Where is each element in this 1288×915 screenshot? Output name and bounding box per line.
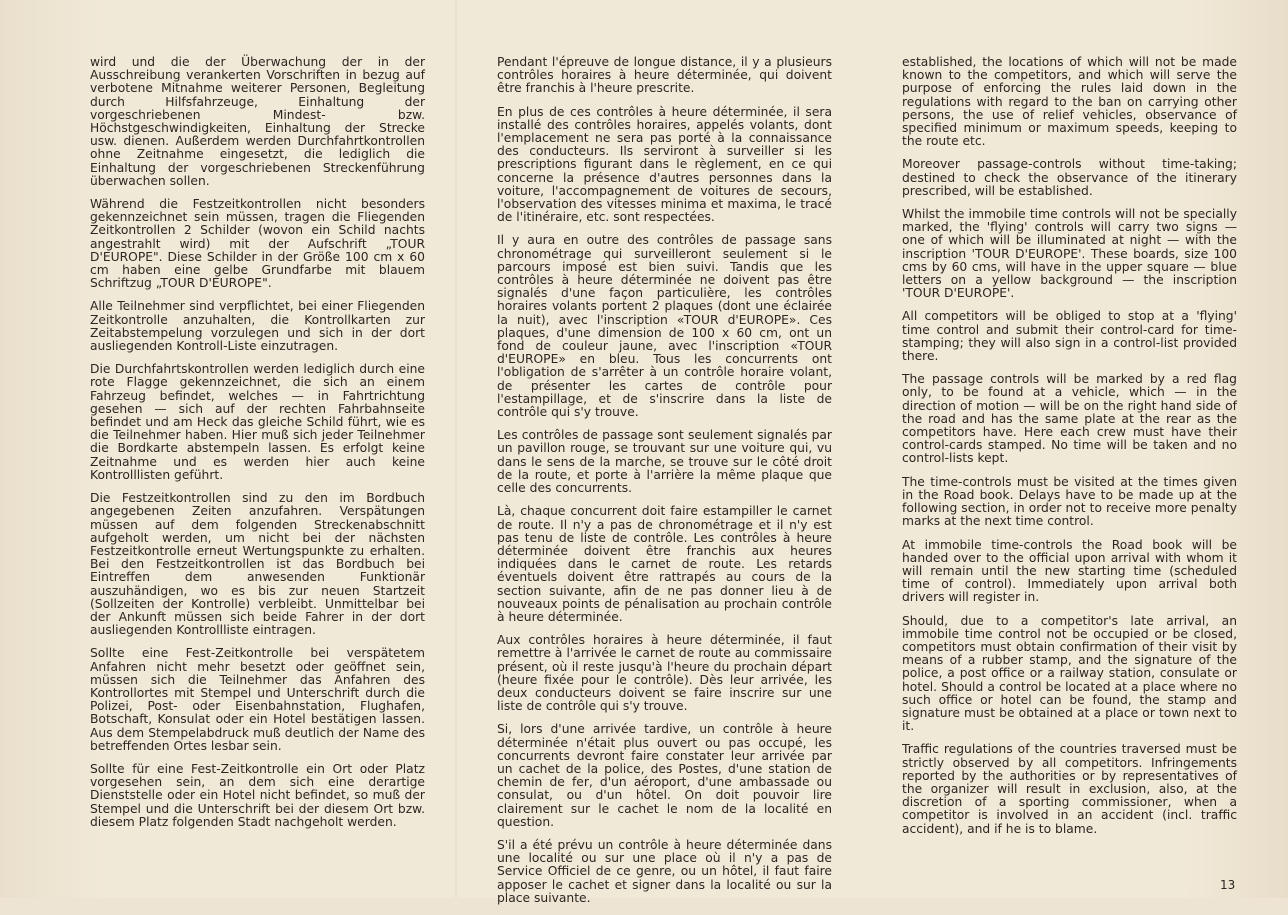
paragraph: Si, lors d'une arrivée tardive, un contrôle à heure déterminée n'était plus ouvert ou pas occupé, les concurrents devront faire constater leur arrivée par un cachet de la police, des Postes, d'une station de chemin de fer, d'un aéroport, d'une ambassade ou consulat, ou d'un hôtel. On doit pouvoir lire clairement sur le cachet le nom de la localité en question. bbox=[497, 722, 832, 829]
paragraph: Should, due to a competitor's late arrival, an immobile time control not be occupied or be closed, competitors must obtain confirmation of their visit by means of a rubber stamp, and the signature of the police, a post office or a railway station, consulate or hotel. Should a control be located at a place where no such office or hotel can be found, the stamp and signature must be obtained at a place or town next to it. bbox=[902, 613, 1237, 734]
paragraph: Il y aura en outre des contrôles de passage sans chronométrage qui surveilleront seulement si le parcours imposé est bien suivi. Tandis que les contrôles à heure déterminée ne doivent pas être signalés d'une façon particulière, les contrôles horaires volants portent 2 plaques (dont une éclairée la nuit), avec l'inscription «TOUR d'EUROPE». Ces plaques, d'une dimension de 100 x 60 cm, ont un fond de couleur jaune, avec l'inscription «TOUR d'EUROPE» en bleu. Tous les concurrents ont l'obligation de s'arrêter à un contrôle horaire volant, de présenter les cartes de contrôle pour l'estampillage, et de s'inscrire dans la liste de contrôle qui s'y trouve. bbox=[497, 233, 832, 420]
paragraph: established, the locations of which will not be made known to the competitors, and which will serve the purpose of enforcing the rules laid down in the regulations with regard to the ban on carrying other persons, the use of relief vehicles, observance of specified minimum or maximum speeds, keeping to the route etc. bbox=[902, 55, 1237, 149]
paragraph: Pendant l'épreuve de longue distance, il y a plusieurs contrôles horaires à heure déterminée, qui doivent être franchis à l'heure prescrite. bbox=[497, 55, 832, 96]
german-column bbox=[90, 56, 425, 839]
paragraph: Die Festzeitkontrollen sind zu den im Bordbuch angegebenen Zeiten anzufahren. Verspätungen müssen auf dem folgenden Streckenabschnitt aufgeholt werden, um nicht bei der nächsten Festzeitkontrolle erneut Wertungspunkte zu erhalten. Bei den Festzeitkontrollen ist das Bordbuch bei Eintreffen dem anwesenden Funktionär auszuhändigen, wo es bis zur neuen Startzeit (Sollzeiten der Kontrolle) verbleibt. Unmittelbar bei der Ankunft müssen sich beide Fahrer in der dort ausliegenden Kontrollliste eintragen. bbox=[90, 491, 425, 638]
paragraph: The passage controls will be marked by a red flag only, to be found at a vehicle, which — in the direction of motion — will be on the right hand side of the road and has the same plate at the rear as the competitors have. Here each crew must have their control-cards stamped. No time will be taken and no control-lists kept. bbox=[902, 372, 1237, 466]
paragraph: Traffic regulations of the countries traversed must be strictly observed by all competitors. Infringements reported by the authorities or by representatives of the organizer will result in exclusion, also, at the discretion of a sporting commissioner, when a competitor is involved in an accident (incl. traffic accident), and if he is to blame. bbox=[902, 742, 1237, 836]
paragraph: Die Durchfahrtskontrollen werden lediglich durch eine rote Flagge gekennzeichnet, die sich an einem Fahrzeug befindet, welches — in Fahrtrichtung gesehen — sich auf der rechten Fahrbahnseite befindet und am Heck das gleiche Schild führt, wie es die Teilnehmer haben. Hier muß sich jeder Teilnehmer die Bordkarte abstempeln lassen. Es erfolgt keine Zeitnahme und es werden hier auch keine Kontrolllisten geführt. bbox=[90, 362, 425, 482]
paragraph: Les contrôles de passage sont seulement signalés par un pavillon rouge, se trouvant sur une voiture qui, vu dans le sens de la marche, se trouve sur le côté droit de la route, et porte à l'arrière la même plaque que celle des concurrents. bbox=[497, 428, 832, 496]
paragraph: Aux contrôles horaires à heure déterminée, il faut remettre à l'arrivée le carnet de route au commissaire présent, où il reste jusqu'à l'heure du prochain départ (heure fixée pour le contrôle). Dès leur arrivée, les deux conducteurs doivent se faire inscrire sur une liste de contrôle qui s'y trouve. bbox=[497, 633, 832, 714]
paragraph: wird und die der Überwachung der in der Ausschreibung verankerten Vorschriften in bezug auf verbotene Mitnahme weiterer Personen, Begleitung durch Hilfsfahrzeuge, Einhaltung der vorgeschriebenen Mindest- bzw. Höchstgeschwindigkeiten, Einhaltung der Strecke usw. dienen. Außerdem werden Durchfahrtkontrollen ohne Zeitnahme eingesetzt, die lediglich die Einhaltung der vorgeschriebenen Streckenführung überwachen sollen. bbox=[90, 55, 425, 188]
page-number: 13 bbox=[1220, 878, 1236, 892]
paragraph: Sollte eine Fest-Zeitkontrolle bei verspätetem Anfahren nicht mehr besetzt oder geöffnet sein, müssen sich die Teilnehmer das Anfahren des Kontrollortes mit Stempel und Unterschrift durch die Polizei, Post- oder Eisenbahnstation, Flughafen, Botschaft, Konsulat oder ein Hotel bestätigen lassen. Aus dem Stempelabdruck muß deutlich der Name des betreffenden Ortes lesbar sein. bbox=[90, 646, 425, 753]
paragraph: The time-controls must be visited at the times given in the Road book. Delays have to be made up at the following section, in order not to receive more penalty marks at the next time control. bbox=[902, 474, 1237, 529]
paragraph: S'il a été prévu un contrôle à heure déterminée dans une localité ou sur une place où il n'y a pas de Service Officiel de ce genre, ou un hôtel, il faut faire apposer le cachet et signer dans la localité ou sur la place suivante. bbox=[497, 837, 832, 905]
paragraph: Während die Festzeitkontrollen nicht besonders gekennzeichnet sein müssen, tragen die Fliegenden Zeitkontrollen 2 Schilder (wovon ein Schild nachts angestrahlt wird) mit der Aufschrift „TOUR D'EUROPE". Diese Schilder in der Größe 100 cm x 60 cm haben eine gelbe Grundfarbe mit blauem Schriftzug „TOUR D'EUROPE". bbox=[90, 197, 425, 291]
paragraph: En plus de ces contrôles à heure déterminée, il sera installé des contrôles horaires, appelés volants, dont l'emplacement ne sera pas porté à la connaissance des conducteurs. Ils serviront à surveiller si les prescriptions figurant dans le règlement, en ce qui concerne la présence d'autres personnes dans la voiture, l'accompagnement de voitures de secours, l'observation des vitesses minima et maxima, le tracé de l'itinéraire, etc. sont respectées. bbox=[497, 104, 832, 225]
paragraph: Moreover passage-controls without time-taking; destined to check the observance of the itinerary prescribed, will be established. bbox=[902, 157, 1237, 198]
paragraph: Alle Teilnehmer sind verpflichtet, bei einer Fliegenden Zeitkontrolle anzuhalten, die Kontrollkarten zur Zeitabstempelung vorzulegen und sich in der dort ausliegenden Kontroll-Liste einzutragen. bbox=[90, 299, 425, 354]
french-column bbox=[497, 56, 832, 915]
paragraph: Sollte für eine Fest-Zeitkontrolle ein Ort oder Platz vorgesehen sein, an dem sich eine derartige Dienststelle oder ein Hotel nicht befindet, so muß der Stempel und die Unterschrift bei der diesem Ort bzw. diesem Platz folgenden Stadt nachgeholt werden. bbox=[90, 761, 425, 829]
page-spine bbox=[455, 0, 457, 898]
paragraph: At immobile time-controls the Road book will be handed over to the official upon arrival with whom it will remain until the new starting time (scheduled time of control). Immediately upon arrival both drivers will register in. bbox=[902, 537, 1237, 605]
paragraph: All competitors will be obliged to stop at a 'flying' time control and submit their control-card for time-stamping; they will also sign in a control-list provided there. bbox=[902, 309, 1237, 364]
paragraph: Whilst the immobile time controls will not be specially marked, the 'flying' controls will carry two signs — one of which will be illuminated at night — with the inscription 'TOUR D'EUROPE'. These boards, size 100 cms by 60 cms, will have in the upper square — blue letters on a yellow background — the inscription 'TOUR D'EUROPE'. bbox=[902, 207, 1237, 301]
paragraph: Là, chaque concurrent doit faire estampiller le carnet de route. Il n'y a pas de chronométrage et il n'y est pas tenu de liste de contrôle. Les contrôles à heure déterminée doivent être franchis aux heures indiquées dans le carnet de route. Les retards éventuels doivent être rattrapés au cours de la section suivante, afin de ne pas donner lieu à de nouveaux points de pénalisation au prochain contrôle à heure déterminée. bbox=[497, 504, 832, 624]
english-column bbox=[902, 56, 1237, 846]
